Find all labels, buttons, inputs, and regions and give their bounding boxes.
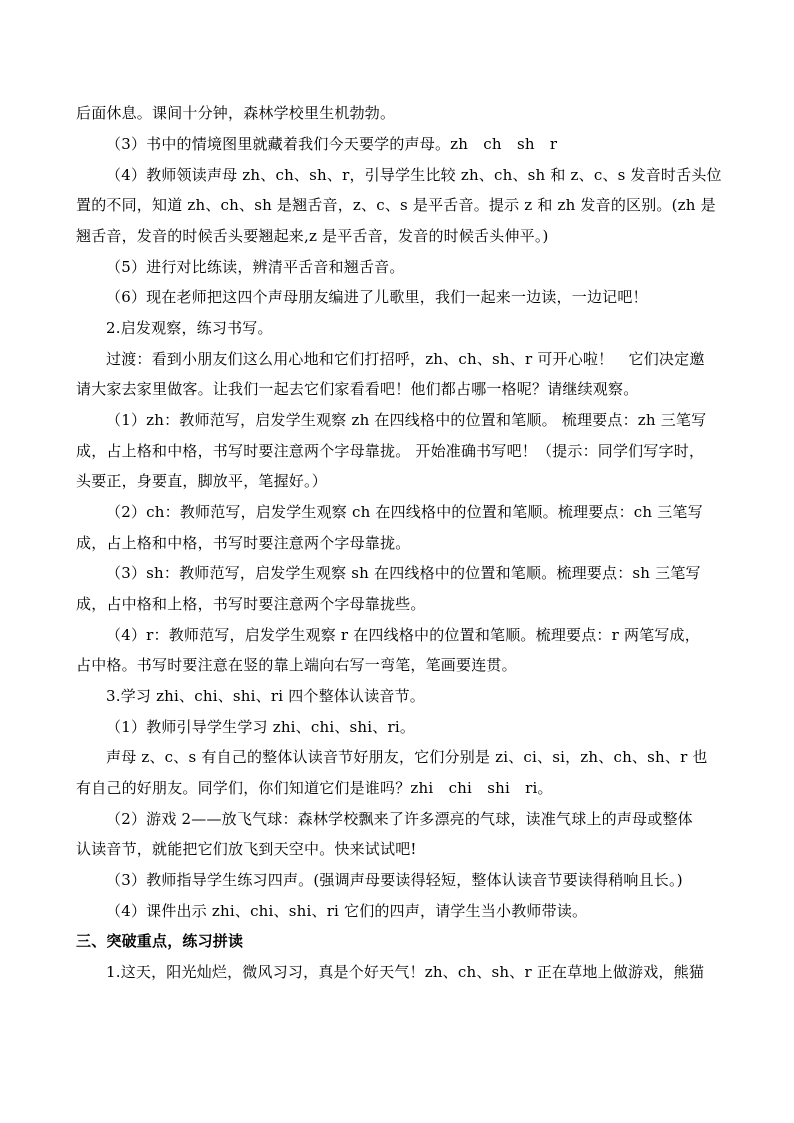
paragraph-line: （3）教师指导学生练习四声。(强调声母要读得轻短，整体认读音节要读得稍响且长。) <box>106 871 683 889</box>
paragraph-line: 占中格。书写时要注意在竖的靠上端向右写一弯笔，笔画要连贯。 <box>76 656 517 674</box>
section-heading: 3.学习 zhi、chi、shi、ri 四个整体认读音节。 <box>106 687 425 705</box>
paragraph-line: 头要正，身要直，脚放平，笔握好。） <box>76 472 327 490</box>
paragraph-line: （3）sh：教师范写，启发学生观察 sh 在四线格中的位置和笔顺。梳理要点：sh 三笔写 <box>106 564 701 582</box>
paragraph-line: 1.这天，阳光灿烂，微风习习，真是个好天气！zh、ch、sh、r 正在草地上做游戏，熊猫 <box>106 963 705 981</box>
paragraph-line: （5）进行对比练读，辨清平舌音和翘舌音。 <box>106 258 405 276</box>
paragraph-line: （1）zh：教师范写，启发学生观察 zh 在四线格中的位置和笔顺。 梳理要点：zh 三笔写 <box>106 411 707 429</box>
paragraph-line: （1）教师引导学生学习 zhi、chi、shi、ri。 <box>106 718 416 736</box>
paragraph-line: （3）书中的情境图里就藏着我们今天要学的声母。zh ch sh r <box>106 135 558 153</box>
paragraph-line: （6）现在老师把这四个声母朋友编进了儿歌里，我们一起来一边读，一边记吧！ <box>106 288 648 306</box>
paragraph-line: 声母 z、c、s 有自己的整体认读音节好朋友，它们分别是 zi、ci、si，zh、ch、sh、r 也 <box>106 748 708 766</box>
paragraph-line: 后面休息。课间十分钟，森林学校里生机勃勃。 <box>76 104 396 122</box>
paragraph-line: 有自己的好朋友。同学们，你们知道它们是谁吗？zhi chi shi ri。 <box>76 779 553 797</box>
paragraph-line: 过渡：看到小朋友们这么用心地和它们打招呼，zh、ch、sh、r 可开心啦！ 它们决定邀 <box>106 350 705 368</box>
chapter-heading: 三、突破重点，练习拼读 <box>76 932 244 950</box>
paragraph-line: 请大家去家里做客。让我们一起去它们家看看吧！他们都占哪一格呢？请继续观察。 <box>76 380 639 398</box>
paragraph-line: 成，占上格和中格，书写时要注意两个字母靠拢。 <box>76 534 411 552</box>
paragraph-line: 认读音节，就能把它们放飞到天空中。快来试试吧! <box>76 840 417 858</box>
paragraph-line: 成，占中格和上格，书写时要注意两个字母靠拢些。 <box>76 595 426 613</box>
paragraph-line: （4）课件出示 zhi、chi、shi、ri 它们的四声，请学生当小教师带读。 <box>106 902 588 920</box>
paragraph-line: 翘舌音，发音的时候舌头要翘起来,z 是平舌音，发音的时候舌头伸平。) <box>76 227 549 245</box>
paragraph-line: 置的不同，知道 zh、ch、sh 是翘舌音，z、c、s 是平舌音。提示 z 和 zh 发音的区别。(zh 是 <box>76 196 716 214</box>
paragraph-line: （4）r：教师范写，启发学生观察 r 在四线格中的位置和笔顺。梳理要点：r 两笔写成， <box>106 626 700 644</box>
paragraph-line: （2）游戏 2——放飞气球：森林学校飘来了许多漂亮的气球，读准气球上的声母或整体 <box>106 810 693 828</box>
paragraph-line: （4）教师领读声母 zh、ch、sh、r，引导学生比较 zh、ch、sh 和 z、c、s 发音时舌头位 <box>106 166 722 184</box>
paragraph-line: （2）ch：教师范写，启发学生观察 ch 在四线格中的位置和笔顺。梳理要点：ch 三笔写 <box>106 503 703 521</box>
section-heading: 2.启发观察，练习书写。 <box>106 319 273 337</box>
paragraph-line: 成，占上格和中格，书写时要注意两个字母靠拢。 开始准确书写吧！（提示：同学们写字时， <box>76 442 705 460</box>
